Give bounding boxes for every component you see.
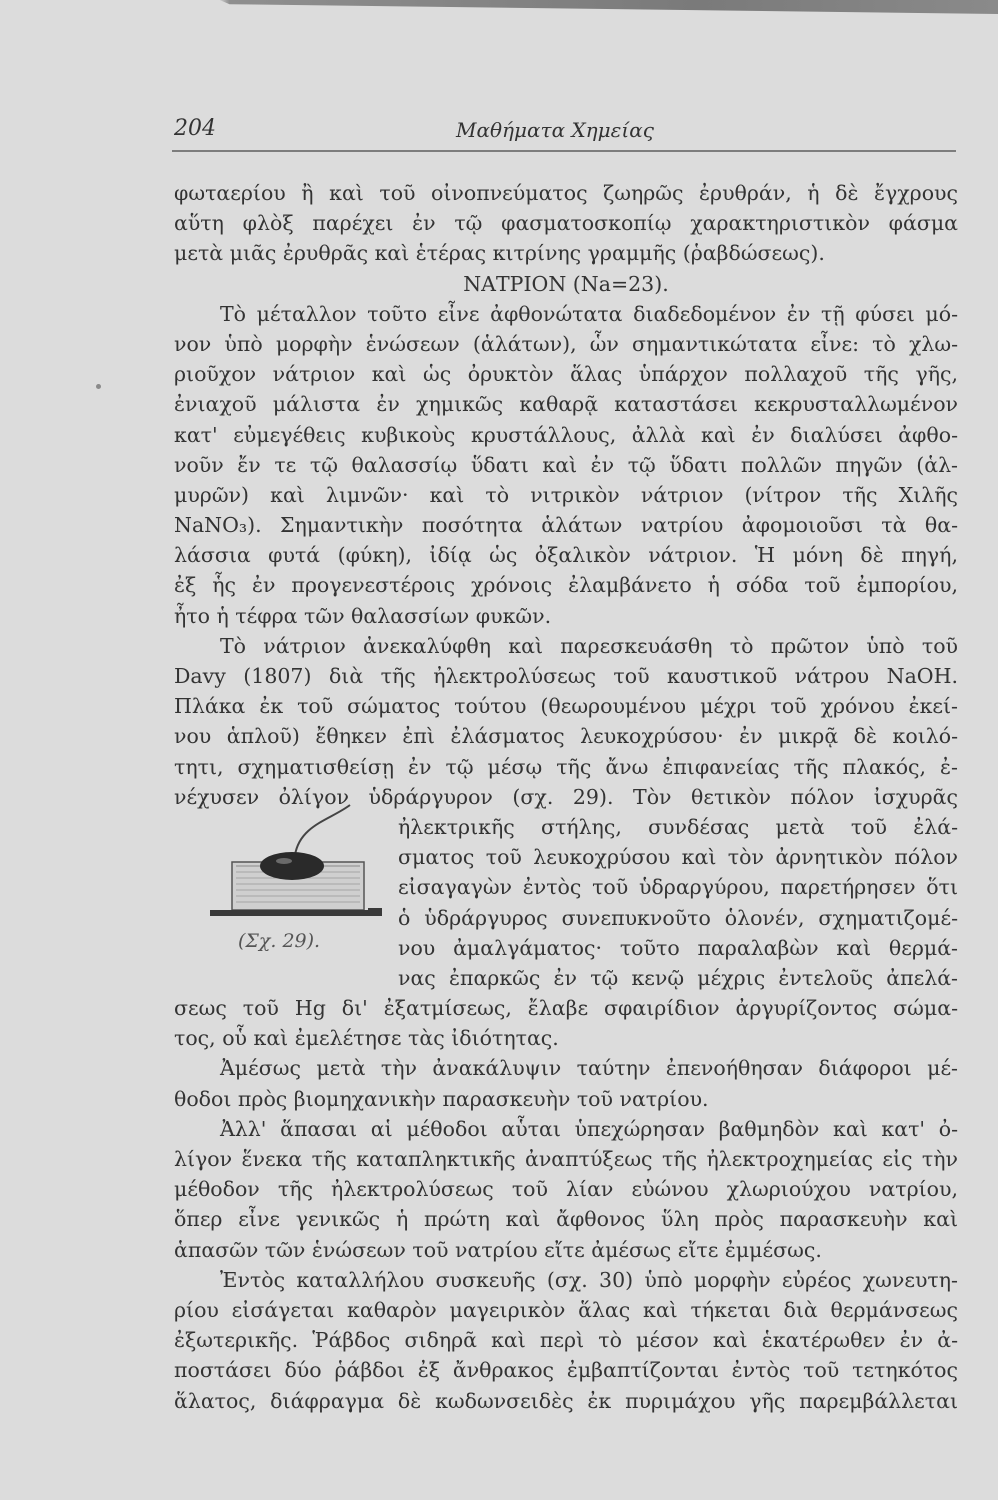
text-line: τος, οὗ καὶ ἐμελέτησε τὰς ἰδιότητας. bbox=[174, 1026, 559, 1051]
text-line: ἁπασῶν τῶν ἑνώσεων τοῦ νατρίου εἴτε ἀμέσως εἴτε ἐμμέσως. bbox=[174, 1237, 822, 1262]
header-rule bbox=[172, 150, 956, 152]
text-line: λίγον ἕνεκα τῆς καταπληκτικῆς ἀναπτύξεως τῆς ἠλεκτροχημείας εἰς τὴν bbox=[174, 1147, 958, 1171]
text-line: ἠλεκτρικῆς στήλης, συνδέσας μετὰ τοῦ ἐλά- bbox=[398, 814, 958, 839]
text-line: ριοῦχον νάτριον καὶ ὡς ὀρυκτὸν ἅλας ὑπάρχον πολλαχοῦ τῆς γῆς, bbox=[174, 362, 958, 387]
text-line: σματος τοῦ λευκοχρύσου καὶ τὸν ἀρνητικὸν πόλον bbox=[398, 845, 958, 870]
page-header bbox=[174, 116, 956, 146]
text-line: φωταερίου ἢ καὶ τοῦ οἰνοπνεύματος ζωηρῶς ἐρυθράν, ἡ δὲ ἔγχρους bbox=[174, 181, 958, 205]
text-line: ποστάσει δύο ῥάβδοι ἐξ ἄνθρακος ἐμβαπτίζονται ἐντὸς τοῦ τετηκότος bbox=[174, 1358, 958, 1383]
text-line: εἰσαγαγὼν ἐντὸς τοῦ ὑδραργύρου, παρετήρησεν ὅτι bbox=[398, 875, 958, 900]
text-line: νέχυσεν ὀλίγον ὑδράργυρον (σχ. 29). Τὸν θετικὸν πόλον ἰσχυρᾶς bbox=[174, 784, 958, 809]
text-line: ἅλατος, διάφραγμα δὲ κωδωνσειδὲς ἐκ πυριμάχου γῆς παρεμβάλλεται bbox=[174, 1388, 958, 1413]
text-line: σεως τοῦ Hg δι' ἐξατμίσεως, ἔλαβε σφαιρίδιον ἀργυρίζοντος σώμα- bbox=[174, 996, 958, 1021]
text-line: κατ' εὐμεγέθεις κυβικοὺς κρυστάλλους, ἀλλὰ καὶ ἐν διαλύσει ἀφθο- bbox=[174, 422, 958, 447]
text-line: Ἀμέσως μετὰ τὴν ἀνακάλυψιν ταύτην ἐπενοήθησαν διάφοροι μέ- bbox=[220, 1056, 958, 1081]
text-line: ἐξ ἧς ἐν προγενεστέροις χρόνοις ἐλαμβάνετο ἡ σόδα τοῦ ἐμπορίου, bbox=[174, 573, 958, 598]
text-line: Πλάκα ἐκ τοῦ σώματος τούτου (θεωρουμένου μέχρι τοῦ χρόνου ἐκεί- bbox=[174, 694, 958, 719]
text-line: νοῦν ἔν τε τῷ θαλασσίῳ ὕδατι καὶ ἐν τῷ ὕδατι πολλῶν πηγῶν (ἁλ- bbox=[174, 452, 958, 477]
page-edge-shadow bbox=[0, 0, 998, 14]
text-line: μετὰ μιᾶς ἐρυθρᾶς καὶ ἑτέρας κιτρίνης γραμμῆς (ῥαβδώσεως). bbox=[174, 241, 825, 266]
text-line: αὕτη φλὸξ παρέχει ἐν τῷ φασματοσκοπίῳ χαρακτηριστικὸν φάσμα bbox=[174, 211, 958, 236]
body-text bbox=[174, 178, 958, 1416]
text-line: λάσσια φυτά (φύκη), ἰδίᾳ ὡς ὀξαλικὸν νάτριον. Ἡ μόνη δὲ πηγή, bbox=[174, 543, 958, 568]
section-heading: ΝΑΤΡΙΟΝ (Na=23). bbox=[463, 271, 669, 296]
text-line: ἦτο ἡ τέφρα τῶν θαλασσίων φυκῶν. bbox=[174, 603, 552, 628]
text-line: νον ὑπὸ μορφὴν ἑνώσεων (ἁλάτων), ὧν σημαντικώτατα εἶνε: τὸ χλω- bbox=[174, 331, 958, 356]
text-line: νου ἁπλοῦ) ἔθηκεν ἐπὶ ἐλάσματος λευκοχρύσου· ἐν μικρᾷ δὲ κοιλό- bbox=[174, 724, 958, 749]
text-line: Τὸ νάτριον ἀνεκαλύφθη καὶ παρεσκευάσθη τὸ πρῶτον ὑπὸ τοῦ bbox=[220, 633, 958, 658]
text-line: νου ἀμαλγάματος· τοῦτο παραλαβὼν καὶ θερμά- bbox=[398, 935, 958, 960]
text-line: νας ἐπαρκῶς ἐν τῷ κενῷ μέχρις ἐντελοῦς ἀπελά- bbox=[398, 965, 958, 990]
page-number: 204 bbox=[174, 116, 216, 141]
text-line: NaNO₃). Σημαντικὴν ποσότητα ἁλάτων νατρίου ἀφομοιοῦσι τὰ θα- bbox=[174, 513, 958, 538]
text-line: Ἐντὸς καταλλήλου συσκευῆς (σχ. 30) ὑπὸ μορφὴν εὐρέος χωνευτη- bbox=[220, 1267, 958, 1292]
figure-caption: (Σχ. 29). bbox=[238, 930, 321, 952]
text-line: θοδοι πρὸς βιομηχανικὴν παρασκευὴν τοῦ νατρίου. bbox=[174, 1086, 709, 1111]
text-line: Ἀλλ' ἅπασαι αἱ μέθοδοι αὗται ὑπεχώρησαν βαθμηδὸν καὶ κατ' ὀ- bbox=[220, 1116, 958, 1141]
text-line: ὁ ὑδράργυρος συνεπυκνοῦτο ὁλονέν, σχηματιζομέ- bbox=[398, 905, 958, 930]
mercury-droplet bbox=[260, 852, 324, 880]
text-line: ἐξωτερικῆς. Ῥάβδος σιδηρᾶ καὶ περὶ τὸ μέσον καὶ ἑκατέρωθεν ἐν ἀ- bbox=[174, 1328, 958, 1353]
running-title: Μαθήματα Χημείας bbox=[456, 118, 654, 142]
text-line: Davy (1807) διὰ τῆς ἠλεκτρολύσεως τοῦ καυστικοῦ νάτρου NaOH. bbox=[174, 664, 958, 688]
text-line: ρίου εἰσάγεται καθαρὸν μαγειρικὸν ἅλας καὶ τήκεται διὰ θερμάνσεως bbox=[174, 1297, 958, 1322]
text-line: μυρῶν) καὶ λιμνῶν· καὶ τὸ νιτρικὸν νάτριον (νίτρον τῆς Χιλῆς bbox=[174, 482, 958, 507]
text-line: τητι, σχηματισθείσῃ ἐν τῷ μέσῳ τῆς ἄνω ἐπιφανείας τῆς πλακός, ἐ- bbox=[174, 754, 958, 779]
text-line: μέθοδον τῆς ἠλεκτρολύσεως τοῦ λίαν εὐώνου χλωριούχου νατρίου, bbox=[174, 1177, 958, 1202]
text-line: ὅπερ εἶνε γενικῶς ἡ πρώτη καὶ ἄφθονος ὕλη πρὸς παρασκευὴν καὶ bbox=[174, 1207, 958, 1232]
text-line: Τὸ μέταλλον τοῦτο εἶνε ἀφθονώτατα διαδεδομένον ἐν τῇ φύσει μό- bbox=[220, 301, 958, 326]
margin-speck bbox=[96, 384, 101, 389]
text-line: ἐνιαχοῦ μάλιστα ἐν χημικῶς καθαρᾷ καταστάσει κεκρυσταλλωμένον bbox=[174, 392, 958, 417]
